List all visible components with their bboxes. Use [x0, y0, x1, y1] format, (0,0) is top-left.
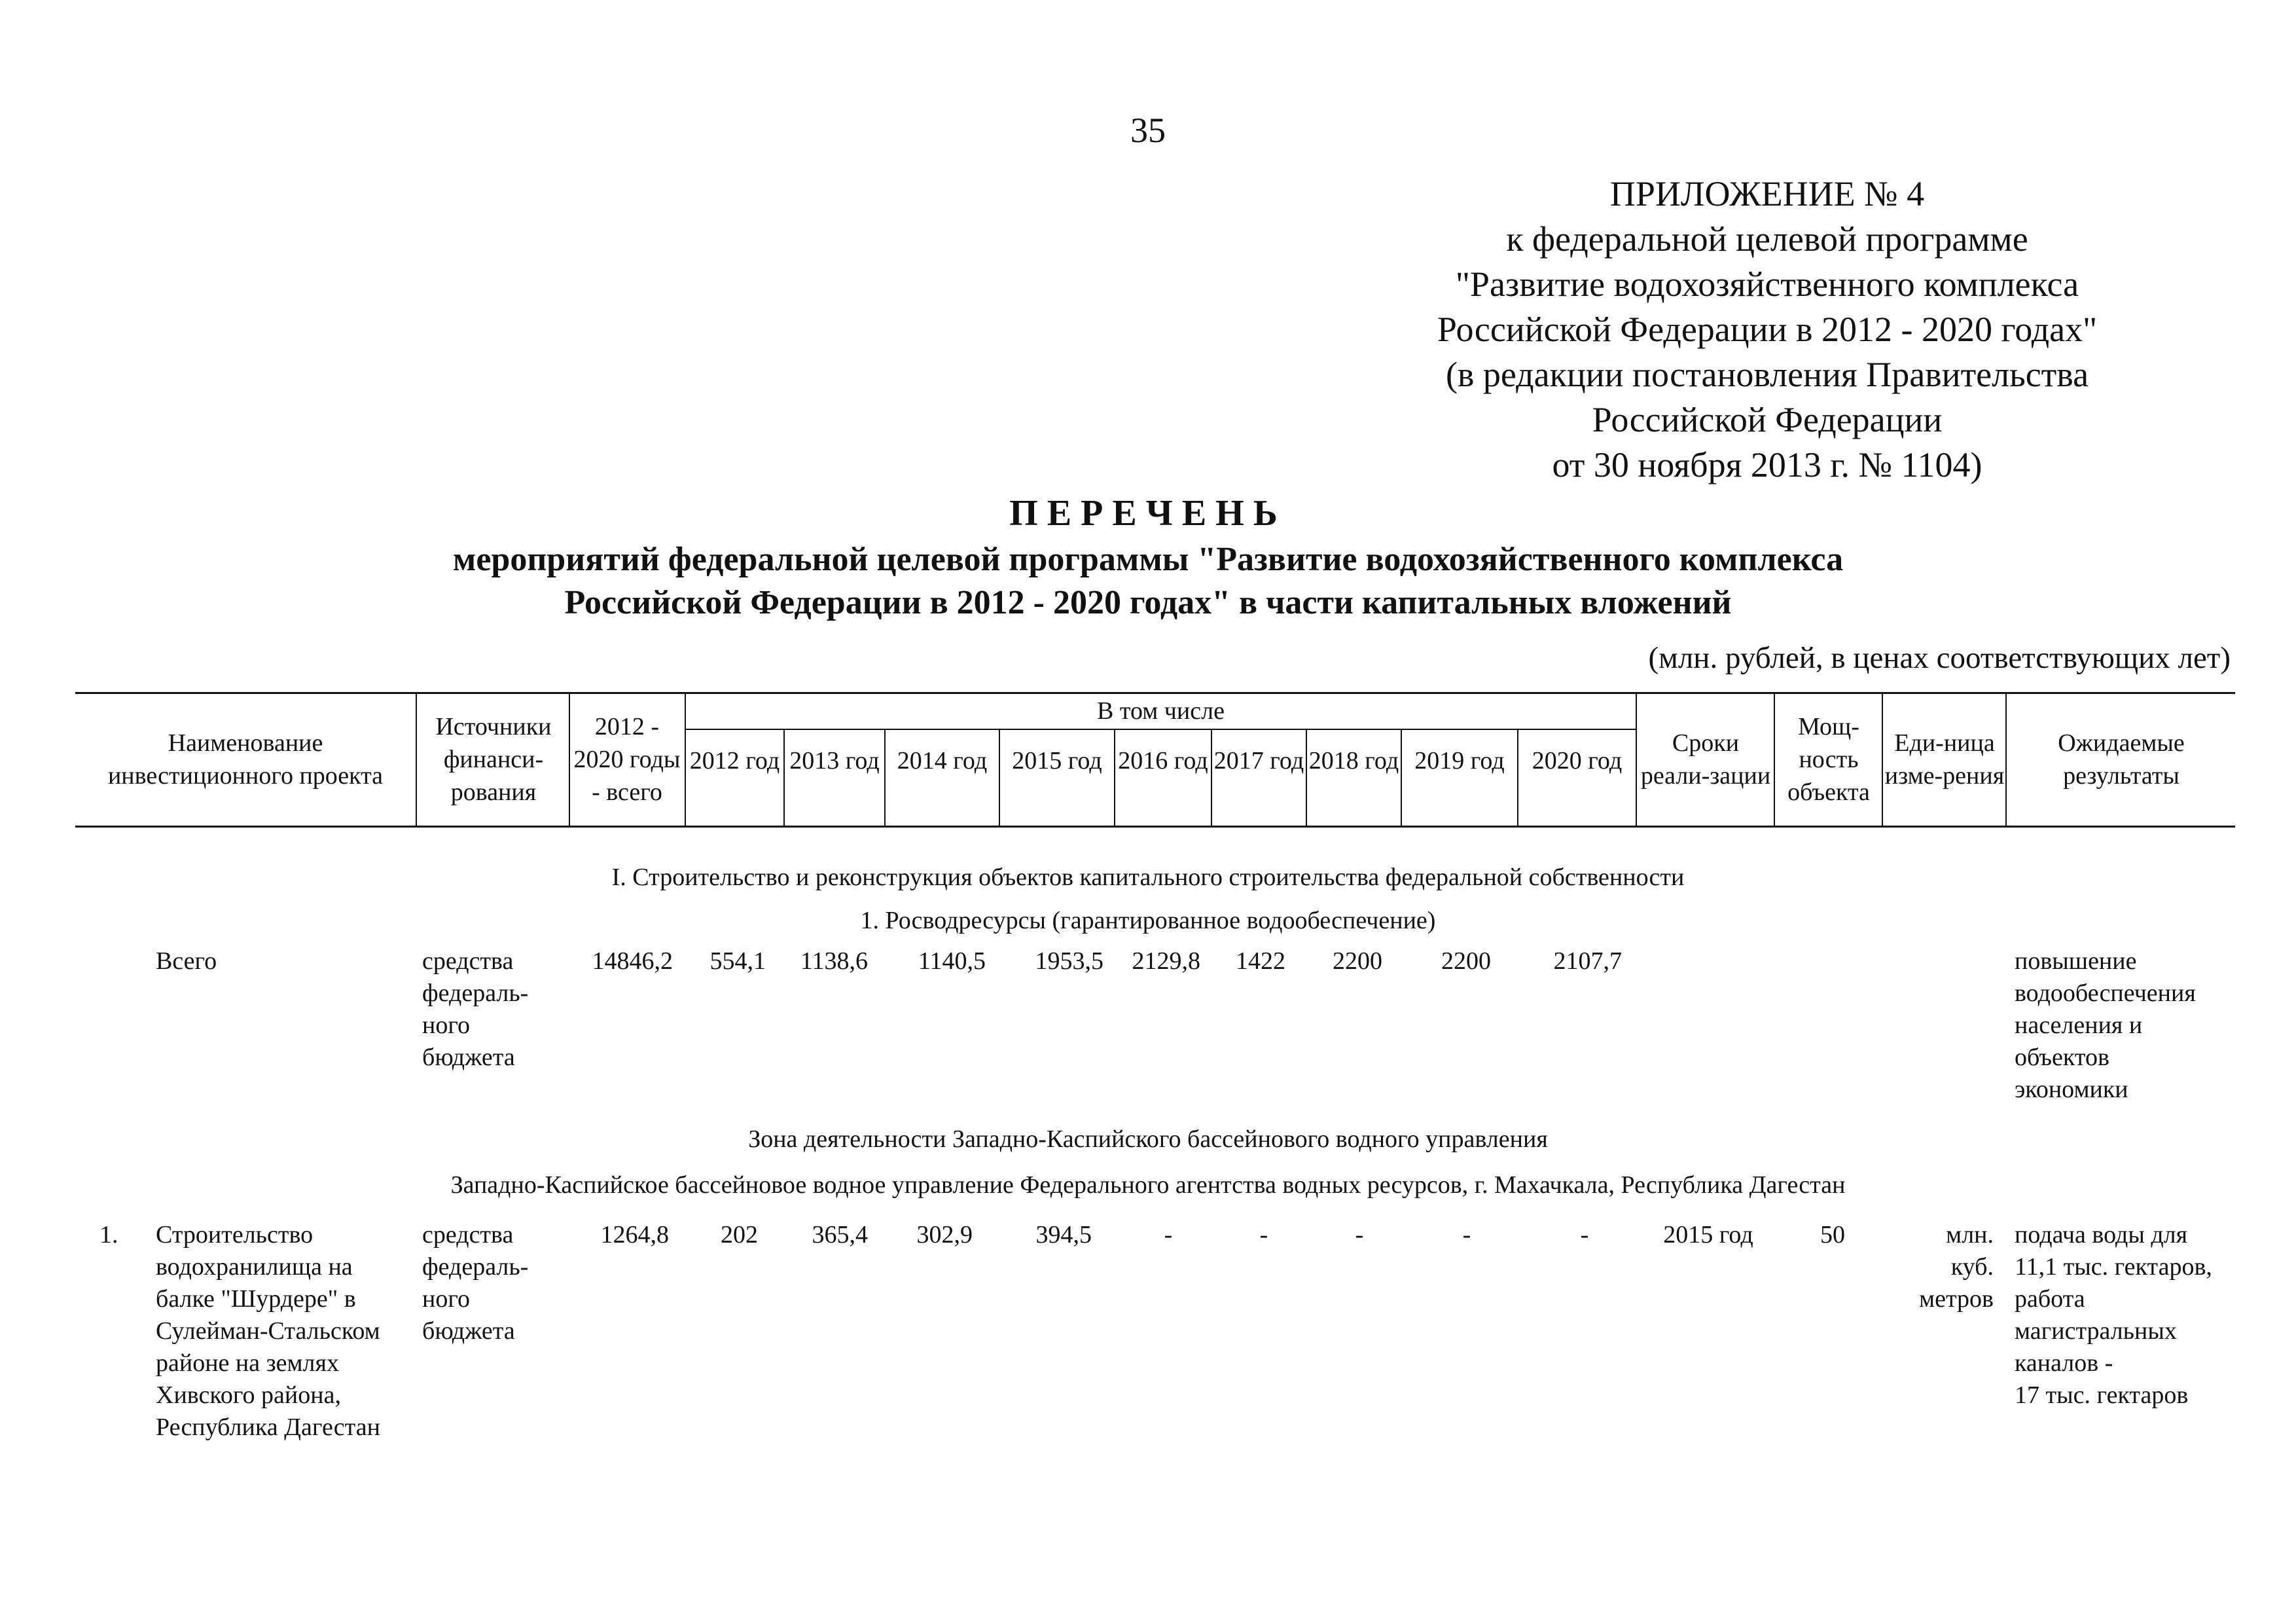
- result-line: магистральных: [2015, 1317, 2177, 1345]
- row-source: [422, 1219, 528, 1347]
- appendix-block: [1342, 172, 2193, 488]
- result-line: повышение: [2015, 947, 2137, 975]
- row-2013: 365,4: [812, 1221, 868, 1249]
- row-2020: -: [1580, 1221, 1589, 1249]
- source-line: федераль-: [422, 1253, 529, 1281]
- unit-line: метров: [1919, 1285, 1994, 1313]
- name-line: Строительство: [156, 1221, 314, 1249]
- header-year-2015: 2015 год: [1012, 747, 1102, 775]
- header-year-2020: 2020 год: [1532, 747, 1623, 775]
- result-line: 11,1 тыс. гектаров,: [2015, 1253, 2212, 1281]
- page-number: 35: [1130, 111, 1166, 150]
- row-2014: 1140,5: [918, 947, 986, 975]
- row-2014: 302,9: [916, 1221, 973, 1249]
- name-line: районе на землях: [156, 1349, 339, 1377]
- result-line: объектов: [2015, 1044, 2109, 1071]
- units-note: (млн. рублей, в ценах соответствующих лет): [1648, 641, 2231, 675]
- appendix-line: от 30 ноября 2013 г. № 1104): [1552, 445, 1982, 484]
- result-line: 17 тыс. гектаров: [2015, 1381, 2189, 1409]
- row-2017: 1422: [1236, 947, 1285, 975]
- row-name: [156, 1219, 380, 1444]
- result-line: работа: [2015, 1285, 2085, 1313]
- document-subtitle: [0, 538, 2296, 625]
- name-line: Хивского района,: [156, 1381, 341, 1409]
- zone-title: Зона деятельности Западно-Каспийского бассейнового водного управления: [748, 1125, 1548, 1153]
- subsection-title: 1. Росводресурсы (гарантированное водообеспечение): [860, 907, 1436, 934]
- source-line: федераль-: [422, 979, 529, 1007]
- row-2018: -: [1355, 1221, 1364, 1249]
- row-number: 1.: [99, 1221, 118, 1249]
- row-2013: 1138,6: [800, 947, 868, 975]
- row-result: [2015, 1219, 2212, 1412]
- row-total: 1264,8: [600, 1221, 669, 1249]
- row-name: Всего: [156, 947, 217, 975]
- row-total: 14846,2: [592, 947, 673, 975]
- header-total: 2012 - 2020 годы - всего: [573, 713, 681, 806]
- name-line: Сулейман-Стальском: [156, 1317, 380, 1345]
- source-line: средства: [422, 1221, 514, 1249]
- header-year-2019: 2019 год: [1414, 747, 1505, 775]
- row-term: 2015 год: [1663, 1221, 1753, 1249]
- header-year-2012: 2012 год: [689, 747, 780, 775]
- row-2016: 2129,8: [1132, 947, 1200, 975]
- row-2016: -: [1164, 1221, 1173, 1249]
- document-heading: ПЕРЕЧЕНЬ: [1009, 493, 1287, 534]
- col-divider: [1774, 692, 1775, 827]
- header-terms: Сроки реали-зации: [1640, 729, 1771, 790]
- agency-title: Западно-Каспийское бассейновое водное управление Федерального агентства водных ресурсов, г. Махачкала, Республика Дагестан: [450, 1171, 1846, 1199]
- row-2018: 2200: [1333, 947, 1382, 975]
- col-divider: [1636, 692, 1637, 827]
- row-2019: 2200: [1441, 947, 1491, 975]
- name-line: водохранилища на: [156, 1253, 353, 1281]
- row-2020: 2107,7: [1553, 947, 1622, 975]
- result-line: экономики: [2015, 1076, 2128, 1103]
- header-capacity: Мощ-ность объекта: [1787, 713, 1870, 806]
- header-including: В том числе: [1097, 697, 1225, 725]
- header-year-2016: 2016 год: [1118, 747, 1208, 775]
- appendix-line: ПРИЛОЖЕНИЕ № 4: [1609, 174, 1925, 213]
- result-line: населения и: [2015, 1012, 2143, 1039]
- row-2019: -: [1462, 1221, 1471, 1249]
- appendix-line: (в редакции постановления Правительства: [1445, 355, 2089, 394]
- header-year-2018: 2018 год: [1308, 747, 1399, 775]
- row-2012: 202: [721, 1221, 758, 1249]
- result-line: каналов -: [2015, 1349, 2113, 1377]
- including-rule: [685, 729, 1636, 730]
- col-divider: [416, 692, 417, 827]
- source-line: ного: [422, 1285, 470, 1313]
- col-divider: [569, 692, 570, 827]
- unit-line: куб.: [1950, 1253, 1994, 1281]
- row-capacity: 50: [1820, 1221, 1845, 1249]
- header-results: Ожидаемые результаты: [2058, 729, 2185, 790]
- row-2015: 1953,5: [1035, 947, 1103, 975]
- source-line: бюджета: [422, 1044, 515, 1071]
- result-line: водообеспечения: [2015, 979, 2196, 1007]
- row-source: [422, 945, 528, 1074]
- header-year-2014: 2014 год: [897, 747, 988, 775]
- col-divider: [1882, 692, 1883, 827]
- appendix-line: к федеральной целевой программе: [1506, 219, 2028, 259]
- row-2015: 394,5: [1035, 1221, 1092, 1249]
- header-year-2013: 2013 год: [789, 747, 880, 775]
- section-title: I. Строительство и реконструкция объектов капитального строительства федеральной собственности: [611, 864, 1685, 891]
- source-line: ного: [422, 1012, 470, 1039]
- unit-line: млн.: [1946, 1221, 1994, 1249]
- header-name: Наименование инвестиционного проекта: [107, 729, 384, 790]
- name-line: Республика Дагестан: [156, 1413, 380, 1441]
- source-line: средства: [422, 947, 514, 975]
- header-sources: Источники финанси-рования: [435, 713, 552, 806]
- appendix-line: "Развитие водохозяйственного комплекса: [1455, 264, 2079, 304]
- header-bottom-rule: [75, 826, 2235, 828]
- header-unit: Еди-ница изме-рения: [1884, 729, 2005, 790]
- row-2017: -: [1259, 1221, 1268, 1249]
- subtitle-line-2: Российской Федерации в 2012 - 2020 годах" в части капитальных вложений: [564, 584, 1732, 621]
- row-2012: 554,1: [709, 947, 766, 975]
- name-line: балке "Шурдере" в: [156, 1285, 356, 1313]
- row-result: [2015, 945, 2196, 1106]
- row-unit: [1884, 1219, 1994, 1315]
- appendix-line: Российской Федерации в 2012 - 2020 годах": [1437, 310, 2098, 349]
- result-line: подача воды для: [2015, 1221, 2188, 1249]
- col-divider: [2005, 692, 2007, 827]
- appendix-line: Российской Федерации: [1592, 400, 1943, 439]
- source-line: бюджета: [422, 1317, 515, 1345]
- subtitle-line-1: мероприятий федеральной целевой программы "Развитие водохозяйственного комплекса: [452, 541, 1844, 578]
- header-year-2017: 2017 год: [1213, 747, 1304, 775]
